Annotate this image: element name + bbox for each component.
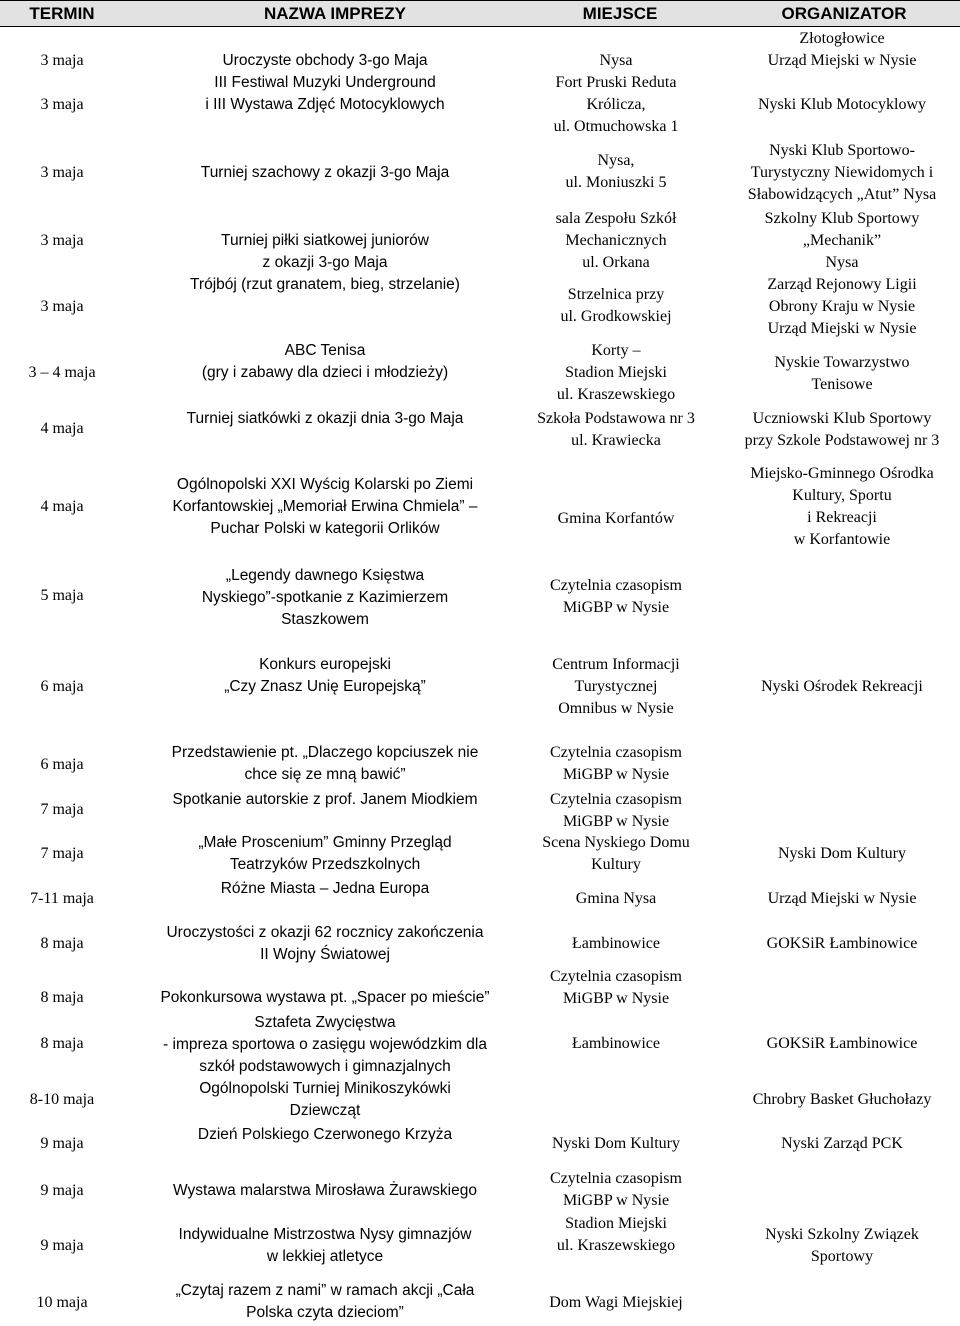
row-5-org: Zarząd Rejonowy Ligii Obrony Kraju w Nysie Urząd Miejski w Nysie: [767, 276, 917, 337]
row-10-place: Centrum Informacji Turystycznej Omnibus w Nysie: [552, 656, 680, 717]
row-3-place: Nysa, ul. Moniuszki 5: [565, 152, 667, 191]
row-13-org: Nyski Dom Kultury: [778, 845, 906, 862]
row-16-name: Pokonkursowa wystawa pt. „Spacer po mieście”: [160, 989, 490, 1006]
row-17-name: Sztafeta Zwycięstwa - impreza sportowa o zasięgu wojewódzkim dla szkół podstawowych i gimnazjalnych: [163, 1014, 487, 1075]
row-22-place: Dom Wagi Miejskiej: [549, 1294, 683, 1311]
row-2-date: 3 maja: [40, 96, 84, 113]
row-3-org: Nyski Klub Sportowo- Turystyczny Niewidomych i Słabowidzących „Atut” Nysa: [747, 142, 937, 203]
row-14-name: Różne Miasta – Jedna Europa: [220, 880, 430, 897]
row-6-place: Korty – Stadion Miejski ul. Kraszewskiego: [556, 342, 676, 403]
row-3-name: Turniej szachowy z okazji 3-go Maja: [200, 164, 450, 181]
row-13-place: Scena Nyskiego Domu Kultury: [542, 834, 690, 873]
row-15-date: 8 maja: [40, 935, 84, 952]
row-5-date: 3 maja: [40, 298, 84, 315]
row-20-date: 9 maja: [40, 1182, 84, 1199]
row-9-date: 5 maja: [40, 587, 84, 604]
header-termin: TERMIN: [29, 4, 95, 23]
row-21-org: Nyski Szkolny Związek Sportowy: [765, 1226, 919, 1265]
row-4-place: sala Zespołu Szkół Mechanicznych ul. Orkana: [555, 210, 677, 271]
row-8-place: Gmina Korfantów: [557, 510, 675, 527]
header-organizator: ORGANIZATOR: [781, 4, 907, 23]
row-8-date: 4 maja: [40, 498, 84, 515]
row-11-place: Czytelnia czasopism MiGBP w Nysie: [550, 744, 682, 783]
row-12-name: Spotkanie autorskie z prof. Janem Miodkiem: [172, 791, 478, 808]
row-15-name: Uroczystości z okazji 62 rocznicy zakończenia II Wojny Światowej: [166, 924, 484, 963]
row-16-date: 8 maja: [40, 989, 84, 1006]
row-6-org: Nyskie Towarzystwo Tenisowe: [774, 354, 910, 393]
row-21-place: Stadion Miejski ul. Kraszewskiego: [556, 1215, 676, 1254]
row-5-name: Trójbój (rzut granatem, bieg, strzelanie): [190, 276, 460, 293]
row-19-date: 9 maja: [40, 1135, 84, 1152]
row-6-name: ABC Tenisa (gry i zabawy dla dzieci i młodzieży): [201, 342, 449, 381]
row-20-name: Wystawa malarstwa Mirosława Żurawskiego: [173, 1182, 477, 1199]
row-1-date: 3 maja: [40, 52, 84, 69]
row-7-place: Szkoła Podstawowa nr 3 ul. Krawiecka: [537, 410, 695, 449]
row-10-date: 6 maja: [40, 678, 84, 695]
header-nazwa: NAZWA IMPREZY: [264, 4, 406, 23]
row-21-name: Indywidualne Mistrzostwa Nysy gimnazjów w lekkiej atletyce: [178, 1226, 472, 1265]
row-17-org: GOKSiR Łambinowice: [766, 1035, 918, 1052]
header-miejsce: MIEJSCE: [582, 4, 658, 23]
row-17-date: 8 maja: [40, 1035, 84, 1052]
row-18-date: 8-10 maja: [29, 1091, 95, 1108]
row-19-name: Dzień Polskiego Czerwonego Krzyża: [197, 1126, 453, 1143]
row-1-place: Nysa: [599, 52, 633, 69]
row-7-org: Uczniowski Klub Sportowy przy Szkole Podstawowej nr 3: [744, 410, 940, 449]
row-2-name: III Festiwal Muzyki Underground i III Wystawa Zdjęć Motocyklowych: [205, 74, 445, 113]
row-14-date: 7-11 maja: [30, 890, 94, 907]
row-12-place: Czytelnia czasopism MiGBP w Nysie: [550, 791, 682, 830]
row-10-org: Nyski Ośrodek Rekreacji: [761, 678, 923, 695]
row-9-place: Czytelnia czasopism MiGBP w Nysie: [550, 577, 682, 616]
row-10-name: Konkurs europejski „Czy Znasz Unię Europejską”: [224, 656, 426, 695]
row-13-name: „Małe Proscenium” Gminny Przegląd Teatrzyków Przedszkolnych: [198, 834, 452, 873]
row-14-place: Gmina Nysa: [575, 890, 657, 907]
row-18-name: Ogólnopolski Turniej Minikoszykówki Dziewcząt: [199, 1080, 451, 1119]
row-19-org: Nyski Zarząd PCK: [781, 1135, 903, 1152]
row-3-date: 3 maja: [40, 164, 84, 181]
row-2-place: Fort Pruski Reduta Królicza, ul. Otmuchowska 1: [553, 74, 679, 135]
row-14-org: Urząd Miejski w Nysie: [767, 890, 917, 907]
row-15-org: GOKSiR Łambinowice: [766, 935, 918, 952]
row-8-org: Miejsko-Gminnego Ośrodka Kultury, Sportu i Rekreacji w Korfantowie: [750, 465, 934, 548]
row-19-place: Nyski Dom Kultury: [552, 1135, 680, 1152]
row-17-place: Łambinowice: [572, 1035, 660, 1052]
row-8-name: Ogólnopolski XXI Wyścig Kolarski po Ziemi Korfantowskiej „Memoriał Erwina Chmiela” – Puchar Polski w kategorii Orlików: [172, 476, 478, 537]
row-13-date: 7 maja: [40, 845, 84, 862]
row-6-date: 3 – 4 maja: [28, 364, 96, 381]
row-1-name: Uroczyste obchody 3-go Maja: [222, 52, 428, 69]
row-5-place: Strzelnica przy ul. Grodkowskiej: [560, 286, 672, 325]
row-11-date: 6 maja: [40, 756, 84, 773]
row-9-name: „Legendy dawnego Księstwa Nyskiego”-spotkanie z Kazimierzem Staszkowem: [201, 567, 449, 628]
row-12-date: 7 maja: [40, 801, 84, 818]
row-21-date: 9 maja: [40, 1237, 84, 1254]
row-4-name: Turniej piłki siatkowej juniorów z okazji 3-go Maja: [221, 232, 429, 271]
row-7-date: 4 maja: [40, 420, 84, 437]
row-4-date: 3 maja: [40, 232, 84, 249]
row-4-org: Szkolny Klub Sportowy „Mechanik” Nysa: [764, 210, 920, 271]
row-2-org: Nyski Klub Motocyklowy: [758, 96, 926, 113]
row-1-org: Złotogłowice Urząd Miejski w Nysie: [767, 30, 917, 69]
row-15-place: Łambinowice: [572, 935, 660, 952]
row-22-name: „Czytaj razem z nami” w ramach akcji „Cała Polska czyta dzieciom”: [175, 1282, 475, 1321]
row-7-name: Turniej siatkówki z okazji dnia 3-go Maja: [186, 410, 464, 427]
row-22-date: 10 maja: [36, 1294, 88, 1311]
table-header: [0, 0, 960, 27]
row-20-place: Czytelnia czasopism MiGBP w Nysie: [550, 1170, 682, 1209]
row-18-org: Chrobry Basket Głuchołazy: [752, 1091, 932, 1108]
row-11-name: Przedstawienie pt. „Dlaczego kopciuszek nie chce się ze mną bawić”: [171, 744, 479, 783]
row-16-place: Czytelnia czasopism MiGBP w Nysie: [550, 968, 682, 1007]
